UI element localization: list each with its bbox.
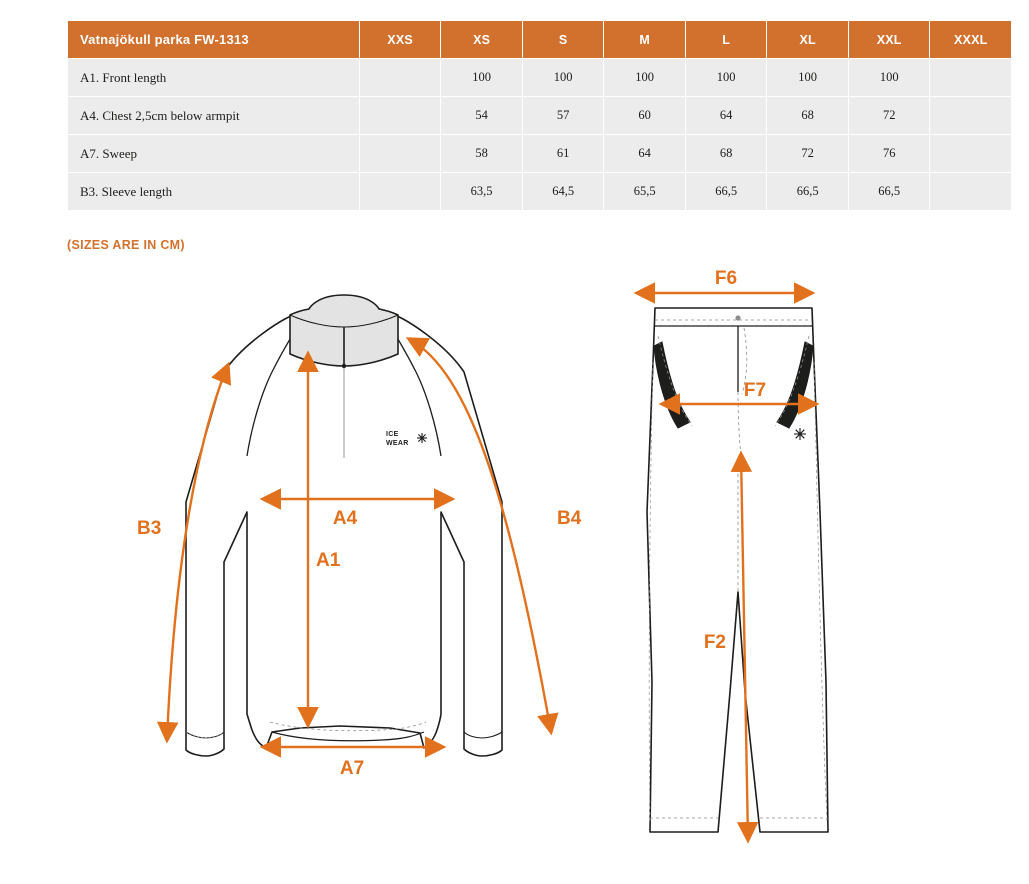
fleece-jacket-illustration <box>137 295 582 779</box>
measure-label-a7: A7 <box>339 758 365 779</box>
measure-label-a4: A4 <box>332 508 358 529</box>
brand-flower-icon <box>417 433 427 443</box>
product-name-header: Vatnajökull parka FW-1313 <box>68 21 360 59</box>
cell-value: 76 <box>848 135 930 173</box>
cell-value: 100 <box>685 59 767 97</box>
table-row <box>68 97 1012 135</box>
measurement-label: B3. Sleeve length <box>68 173 360 211</box>
cell-value: 66,5 <box>685 173 767 211</box>
measure-label-f7: F7 <box>743 380 767 401</box>
cell-value: 63,5 <box>441 173 523 211</box>
brand-text-line1: ICE <box>386 431 399 438</box>
measure-label-f6: F6 <box>714 268 738 289</box>
cell-value <box>359 97 441 135</box>
measurement-label: A4. Chest 2,5cm below armpit <box>68 97 360 135</box>
measurement-label: A1. Front length <box>68 59 360 97</box>
cell-value: 60 <box>604 97 686 135</box>
table-row <box>68 173 1012 211</box>
cell-value: 100 <box>441 59 523 97</box>
column-header-xxl: XXL <box>848 21 930 59</box>
cell-value: 100 <box>604 59 686 97</box>
table-row <box>68 59 1012 97</box>
column-header-m: M <box>604 21 686 59</box>
column-header-xl: XL <box>767 21 849 59</box>
cell-value <box>930 173 1012 211</box>
cell-value: 66,5 <box>767 173 849 211</box>
cell-value: 72 <box>767 135 849 173</box>
column-header-xs: XS <box>441 21 523 59</box>
cell-value: 72 <box>848 97 930 135</box>
cell-value: 100 <box>767 59 849 97</box>
garment-diagrams <box>0 262 1029 882</box>
table-header-row <box>68 21 1012 59</box>
cell-value: 64 <box>604 135 686 173</box>
cell-value: 66,5 <box>848 173 930 211</box>
cell-value: 100 <box>848 59 930 97</box>
size-chart-table <box>67 20 1012 211</box>
trousers-illustration <box>637 268 828 840</box>
cell-value: 65,5 <box>604 173 686 211</box>
measurement-label: A7. Sweep <box>68 135 360 173</box>
cell-value: 54 <box>441 97 523 135</box>
column-header-xxxl: XXXL <box>930 21 1012 59</box>
cell-value: 61 <box>522 135 604 173</box>
brand-text-line2: WEAR <box>386 440 409 447</box>
cell-value <box>359 135 441 173</box>
measure-label-b4: B4 <box>557 508 582 529</box>
column-header-xxs: XXS <box>359 21 441 59</box>
measure-label-f2: F2 <box>703 632 726 653</box>
cell-value: 64 <box>685 97 767 135</box>
units-note: (SIZES ARE IN CM) <box>67 238 185 252</box>
table-row <box>68 135 1012 173</box>
column-header-s: S <box>522 21 604 59</box>
size-chart-table-wrapper <box>67 20 1012 211</box>
cell-value: 100 <box>522 59 604 97</box>
cell-value: 68 <box>685 135 767 173</box>
trousers-brand-flower-icon <box>794 428 806 440</box>
cell-value <box>930 59 1012 97</box>
cell-value: 58 <box>441 135 523 173</box>
cell-value: 57 <box>522 97 604 135</box>
measure-label-b3: B3 <box>137 518 162 539</box>
measure-label-a1: A1 <box>316 550 341 571</box>
column-header-l: L <box>685 21 767 59</box>
cell-value: 64,5 <box>522 173 604 211</box>
cell-value <box>930 97 1012 135</box>
cell-value <box>359 173 441 211</box>
cell-value: 68 <box>767 97 849 135</box>
cell-value <box>359 59 441 97</box>
cell-value <box>930 135 1012 173</box>
